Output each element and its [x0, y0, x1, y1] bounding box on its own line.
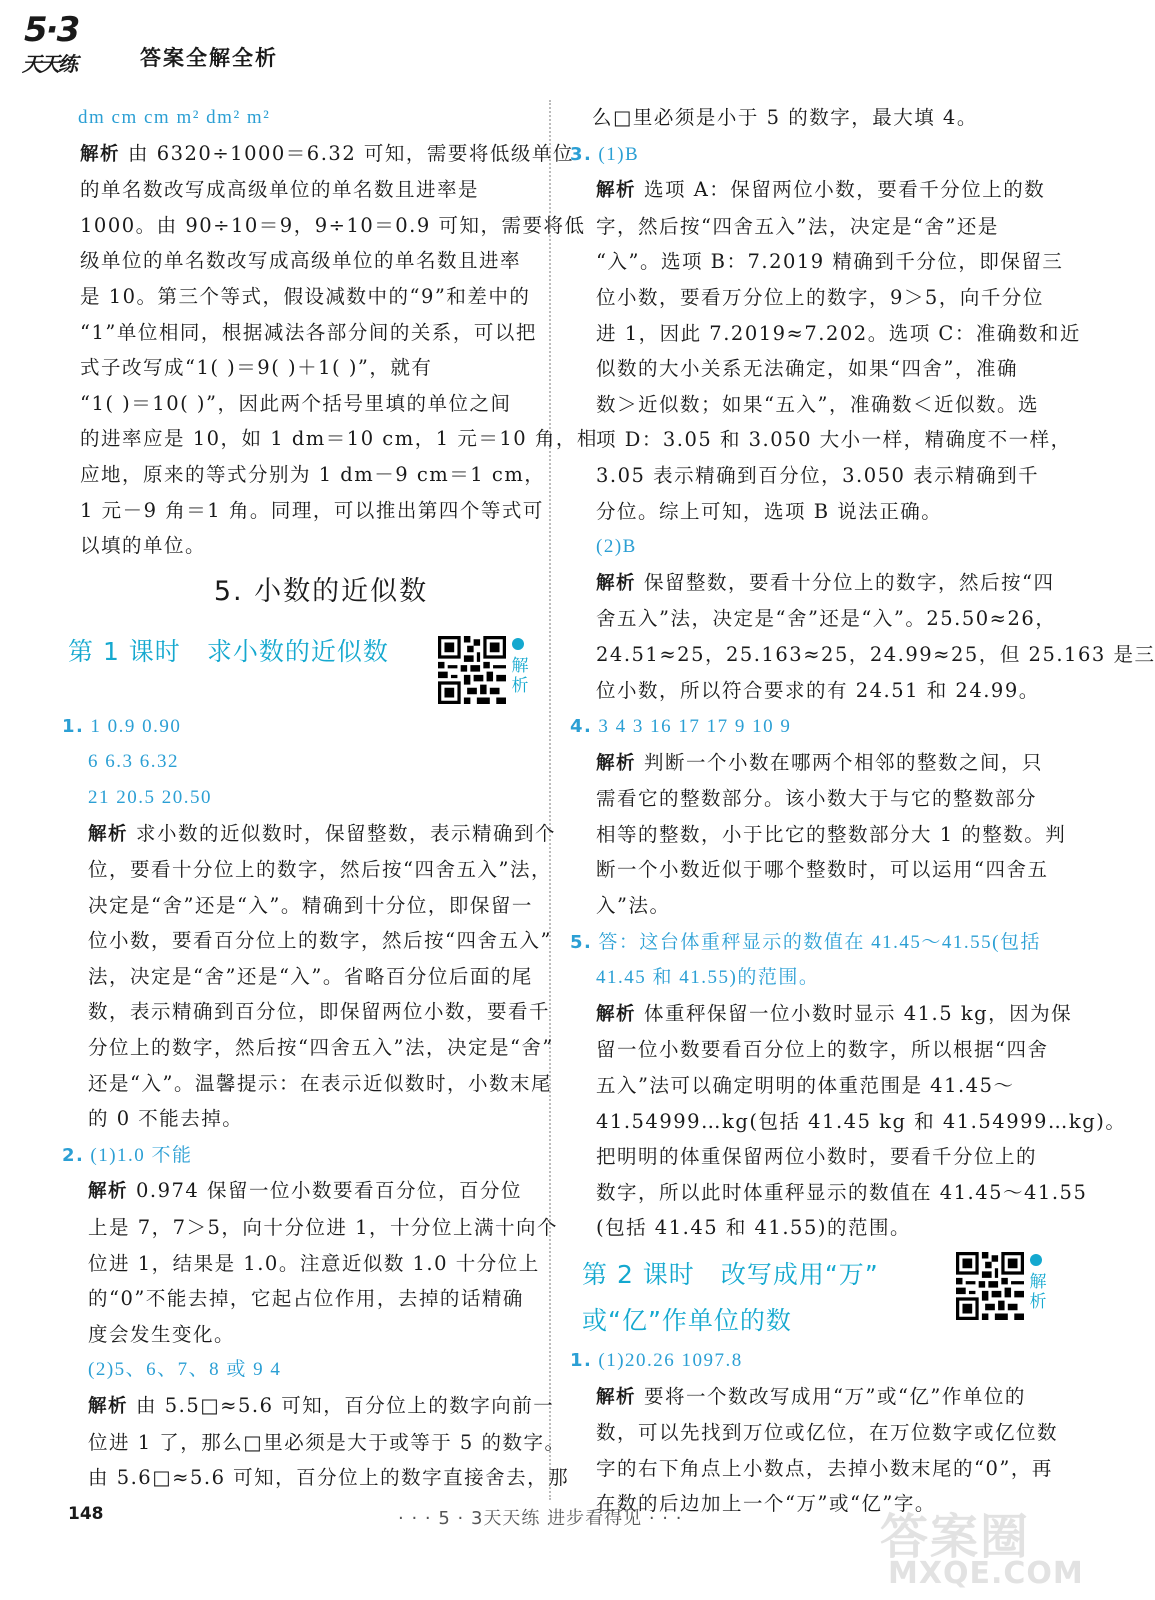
answer-text: (1)1.0 不能: [90, 1144, 193, 1166]
analysis-text: 的进率应是 10，如 1 dm＝10 cm，1 元＝10 角，相: [80, 427, 598, 451]
analysis-text: 级单位的单名数改写成高级单位的单名数且进率: [80, 249, 522, 273]
analysis-text: 由 5.6□≈5.6 可知，百分位上的数字直接舍去，那: [88, 1466, 570, 1490]
analysis-text: 上是 7，7＞5，向十分位进 1，十分位上满十向个: [88, 1216, 559, 1240]
logo-mark-bottom: 天天练: [22, 52, 76, 76]
analysis-label: 解析: [596, 1003, 637, 1025]
lesson2-question-1: [570, 1342, 1058, 1522]
analysis-text: 求小数的近似数时，保留整数，表示精确到个: [136, 821, 557, 845]
analysis-text: 由 6320÷1000＝6.32 可知，需要将低级单位: [128, 141, 574, 165]
answer-text: (2)5、6、7、8 或 9 4: [88, 1359, 282, 1381]
qr-caption-char: 析: [511, 675, 529, 696]
question-2: [62, 1137, 570, 1496]
analysis-text: 相等的整数，小于比它的整数部分大 1 的整数。判: [596, 822, 1067, 846]
analysis-text: 五入”法可以确定明明的体重范围是 41.45～: [596, 1074, 1015, 1098]
page-header: [20, 10, 1060, 84]
lesson-name: 求小数的近似数: [206, 636, 389, 666]
analysis-label: 解析: [596, 180, 637, 202]
analysis-label: 解析: [596, 1386, 637, 1408]
analysis-text: 式子改写成“1( )＝9( )＋1( )”，就有: [80, 356, 433, 380]
analysis-text: 3.05 表示精确到百分位，3.050 表示精确到千: [596, 463, 1040, 487]
analysis-text: 把明明的体重保留两位小数时，要看千分位上的: [596, 1145, 1038, 1169]
analysis-text: 数，可以先找到万位或亿位，在万位数字或亿位数: [596, 1421, 1059, 1445]
question-4: [570, 708, 1067, 924]
analysis-text: 进 1，因此 7.2019≈7.202。选项 C：准确数和近: [596, 321, 1081, 345]
analysis-text: 由 5.5□≈5.6 可知，百分位上的数字向前一: [136, 1394, 555, 1417]
answer-text: (1)20.26 1097.8: [598, 1350, 743, 1371]
right-column: [570, 100, 1155, 1522]
question-number: 3.: [570, 143, 593, 165]
analysis-text: 保留整数，要看十分位上的数字，然后按“四: [644, 570, 1055, 594]
lesson-number: 第 2 课时: [582, 1260, 695, 1289]
qr-caption: [510, 656, 530, 696]
analysis-text: 入”法。: [596, 894, 671, 918]
column-divider: [549, 100, 551, 1500]
analysis-text: 留一位小数要看百分位上的数字，所以根据“四舍: [596, 1038, 1049, 1062]
page-number: 148: [68, 1504, 104, 1524]
answer-text: (1)B: [598, 143, 640, 165]
analysis-text: 么□里必须是小于 5 的数字，最大填 4。: [592, 106, 978, 129]
analysis-text: 41.54999…kg(包括 41.45 kg 和 41.54999…kg)。: [596, 1109, 1127, 1133]
analysis-text: “1( )＝10( )”，因此两个括号里填的单位之间: [80, 391, 512, 415]
analysis-text: 断一个小数近似于哪个整数时，可以运用“四舍五: [596, 858, 1049, 882]
qr-caption-char: 析: [1029, 1292, 1047, 1312]
analysis-text: 字，然后按“四舍五入”法，决定是“舍”还是: [596, 214, 999, 238]
qr-code-icon[interactable]: [438, 636, 506, 704]
analysis-text: 位进 1，结果是 1.0。注意近似数 1.0 十分位上: [88, 1251, 540, 1275]
answer-text: 答：这台体重秤显示的数值在 41.45～41.55(包括: [598, 931, 1041, 953]
watermark-url: MXQE.COM: [888, 1556, 1084, 1591]
question-5: [570, 924, 1127, 1246]
analysis-text: 在数的后边加上一个“万”或“亿”字。: [596, 1492, 936, 1516]
analysis-text: 0.974 保留一位小数要看百分位，百分位: [136, 1179, 523, 1203]
analysis-label: 解析: [88, 1396, 129, 1417]
analysis-text: 字的右下角点上小数点，去掉小数末尾的“0”，再: [596, 1456, 1053, 1480]
answer-text: 6 6.3 6.32: [88, 751, 179, 773]
question-number: 5.: [570, 931, 593, 953]
analysis-text: 需看它的整数部分。该小数大于与它的整数部分: [596, 787, 1038, 811]
lesson-header: [62, 620, 540, 708]
analysis-text: 应地，原来的等式分别为 1 dm－9 cm＝1 cm，: [80, 462, 546, 486]
qr-caption: [1028, 1272, 1048, 1312]
analysis-text: 1000。由 90÷10＝9，9÷10＝0.9 可知，需要将低: [80, 213, 586, 237]
lesson-title: [68, 632, 389, 672]
analysis-text: 还是“入”。温馨提示：在表示近似数时，小数末尾: [88, 1071, 552, 1095]
analysis-text: 决定是“舍”还是“入”。精确到十分位，即保留一: [88, 893, 533, 917]
analysis-text: 的单名数改写成高级单位的单名数且进率是: [80, 178, 480, 202]
answer-text: 41.45 和 41.55)的范围。: [596, 967, 820, 989]
question-number: 1.: [570, 1350, 593, 1371]
answer-text: 3 4 3 16 17 17 9 10 9: [598, 716, 792, 738]
analysis-text: 数，表示精确到百分位，即保留两位小数，要看千: [88, 1000, 551, 1024]
analysis-text: 分位。综上可知，选项 B 说法正确。: [596, 499, 943, 523]
analysis-text: (包括 41.45 和 41.55)的范围。: [596, 1216, 911, 1240]
analysis-text: 24.51≈25，25.163≈25，24.99≈25，但 25.163 是三: [596, 642, 1155, 666]
analysis-text: 以填的单位。: [80, 534, 207, 558]
section-title: 5. 小数的近似数: [213, 575, 429, 607]
analysis-label: 解析: [88, 1181, 129, 1203]
qr-caption-char: 解: [1029, 1272, 1047, 1292]
analysis-text: “1”单位相同，根据减法各部分间的关系，可以把: [80, 320, 537, 344]
analysis-label: 解析: [596, 572, 637, 594]
analysis-text: 体重秤保留一位小数时显示 41.5 kg，因为保: [644, 1001, 1073, 1025]
footer-slogan: · · · 5 · 3天天练 进步看得见 · · ·: [398, 1508, 683, 1529]
analysis-text: 要将一个数改写成用“万”或“亿”作单位的: [644, 1384, 1026, 1408]
qr-caption-char: 解: [511, 655, 529, 676]
analysis-text: 数＞近似数；如果“五入”，准确数＜近似数。选: [596, 392, 1039, 416]
question-number: 4.: [570, 716, 593, 738]
question-1: [62, 708, 557, 1137]
analysis-text: 法，决定是“舍”还是“入”。省略百分位后面的尾: [88, 964, 533, 988]
header-title: 答案全解全析: [140, 46, 278, 70]
play-dot-icon: [1030, 1254, 1042, 1266]
analysis-text: 判断一个小数在哪两个相邻的整数之间，只: [644, 750, 1044, 774]
qr-code-icon[interactable]: [956, 1252, 1024, 1320]
analysis-text: 位进 1 了，那么□里必须是大于或等于 5 的数字。: [88, 1430, 566, 1454]
analysis-label: 解析: [596, 752, 637, 774]
analysis-text: 位小数，要看万分位上的数字，9＞5，向千分位: [596, 285, 1044, 309]
lesson-name: 或“亿”作单位的数: [582, 1306, 792, 1335]
analysis-block: [62, 136, 598, 564]
lesson-name: 改写成用“万”: [720, 1260, 879, 1289]
analysis-text: 的 0 不能去掉。: [88, 1107, 244, 1131]
logo-mark-top: 5·3: [24, 10, 79, 50]
analysis-text: 数字，所以此时体重秤显示的数值在 41.45～41.55: [596, 1180, 1088, 1204]
play-dot-icon: [512, 638, 524, 650]
analysis-text: 位，要看十分位上的数字，然后按“四舍五入”法，: [88, 858, 552, 882]
analysis-text: 是 10。第三个等式，假设减数中的“9”和差中的: [80, 284, 531, 308]
analysis-label: 解析: [80, 143, 121, 165]
left-column: [62, 100, 598, 1496]
question-3: [570, 136, 1155, 709]
analysis-text: 项 D：3.05 和 3.050 大小一样，精确度不一样，: [596, 428, 1072, 452]
answer-text: (2)B: [596, 536, 637, 558]
analysis-text: 1 元－9 角＝1 角。同理，可以推出第四个等式可: [80, 498, 544, 522]
answer-text: 21 20.5 20.50: [88, 786, 212, 808]
lesson-number: 第 1 课时: [68, 636, 181, 666]
analysis-text: “入”。选项 B：7.2019 精确到千分位，即保留三: [596, 250, 1064, 274]
analysis-text: 分位上的数字，然后按“四舍五入”法，决定是“舍”: [88, 1036, 554, 1060]
analysis-text: 度会发生变化。: [88, 1322, 236, 1346]
lesson-header: [570, 1246, 1058, 1342]
brand-logo: [20, 10, 115, 80]
watermark-text: 答案圈: [880, 1509, 1031, 1565]
analysis-text: 位小数，所以符合要求的有 24.51 和 24.99。: [596, 678, 1040, 702]
answer-units: dm cm cm m² dm² m²: [78, 107, 271, 128]
answer-text: 1 0.9 0.90: [90, 715, 182, 737]
question-number: 1.: [62, 715, 85, 737]
analysis-text: 选项 A：保留两位小数，要看千分位上的数: [644, 178, 1046, 202]
analysis-label: 解析: [88, 823, 129, 845]
analysis-text: 位小数，要看百分位上的数字，然后按“四舍五入”: [88, 929, 552, 953]
watermark: [880, 1498, 1084, 1596]
lesson-title: [582, 1252, 879, 1344]
question-number: 2.: [62, 1144, 85, 1166]
analysis-text: 舍五入”法，决定是“舍”还是“入”。25.50≈26，: [596, 607, 1057, 631]
analysis-text: 似数的大小关系无法确定，如果“四舍”，准确: [596, 357, 1018, 381]
analysis-text: 的“0”不能去掉，它起占位作用，去掉的话精确: [88, 1287, 524, 1311]
